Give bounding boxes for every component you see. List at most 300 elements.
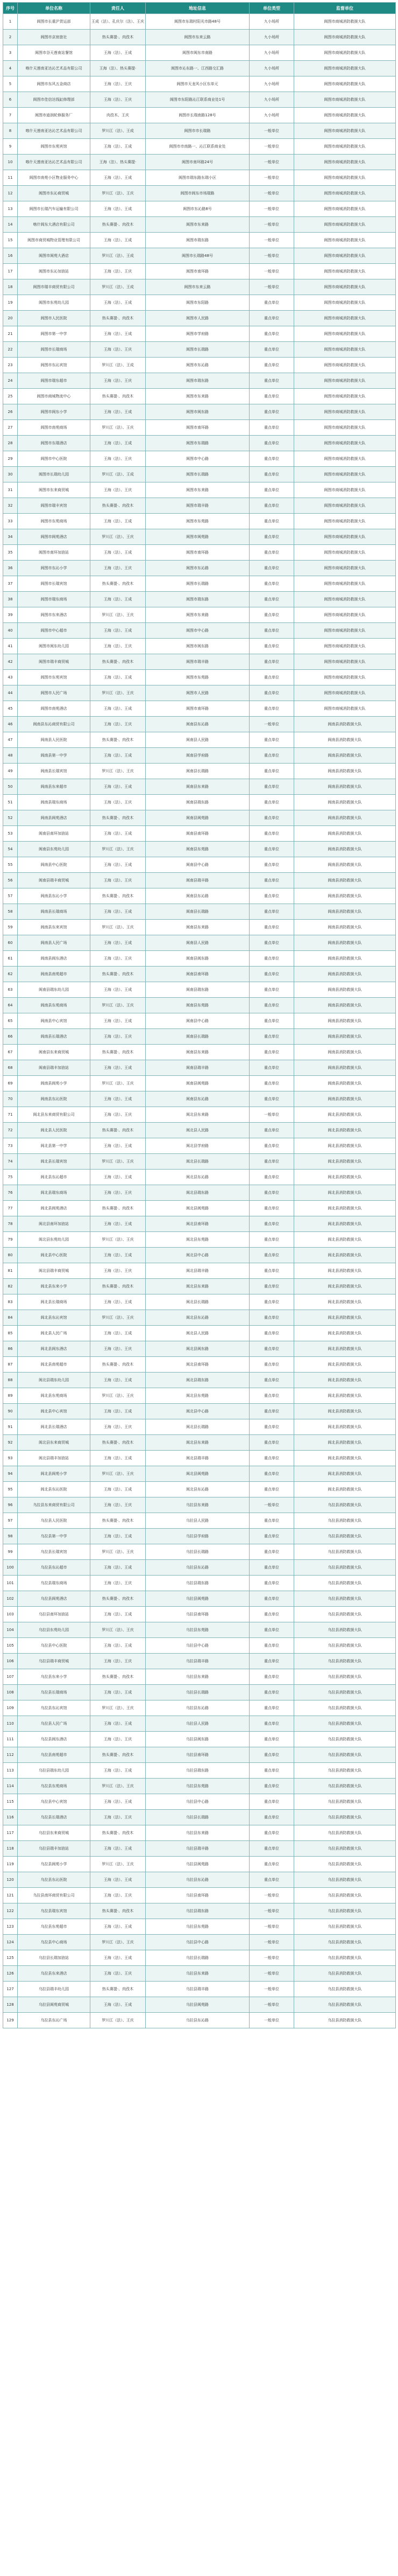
address: 阆图市阆苑路	[146, 529, 250, 545]
row-index: 65	[3, 1013, 18, 1029]
unit-name: 阆图市东风五金商店	[18, 76, 90, 92]
table-row	[3, 1310, 396, 1326]
address: 阆北县南环路	[146, 1216, 250, 1232]
responsible-person: 王海（法）、王成	[90, 935, 146, 951]
row-index: 45	[3, 701, 18, 717]
responsible-person: 罗川江（法）、王庆	[90, 1700, 146, 1716]
unit-type: 重点单位	[250, 685, 294, 701]
unit-type: 重点单位	[250, 873, 294, 888]
row-index: 25	[3, 389, 18, 404]
table-row	[3, 1123, 396, 1138]
responsible-person: 罗川江（法）、王庆	[90, 1779, 146, 1794]
row-index: 89	[3, 1388, 18, 1404]
unit-type: 重点单位	[250, 607, 294, 623]
address: 阆图市中心路	[146, 451, 250, 467]
unit-type: 一般单位	[250, 1982, 294, 1997]
row-index: 27	[3, 420, 18, 436]
unit-name: 乌拉县瑞东幼儿园	[18, 1763, 90, 1779]
unit-type: 重点单位	[250, 404, 294, 420]
unit-type: 重点单位	[250, 1857, 294, 1872]
unit-type: 重点单位	[250, 1544, 294, 1560]
supervising-unit: 乌拉县消防救援大队	[294, 1685, 396, 1700]
row-index: 82	[3, 1279, 18, 1294]
unit-name: 阆北县阆东酒店	[18, 1341, 90, 1357]
supervising-unit: 阆南县消防救援大队	[294, 873, 396, 888]
address: 阆北县瑞丰路	[146, 1451, 250, 1466]
supervising-unit: 乌拉县消防救援大队	[294, 1779, 396, 1794]
supervising-unit: 阆南县消防救援大队	[294, 826, 396, 842]
address: 阆北县长瑞路	[146, 1154, 250, 1170]
table-row	[3, 1685, 396, 1700]
table-row	[3, 279, 396, 295]
unit-type: 重点单位	[250, 358, 294, 373]
supervising-unit: 乌拉县消防救援大队	[294, 1903, 396, 1919]
address: 阆图市东来路	[146, 482, 250, 498]
responsible-person: 热头赛提·、肉孜木	[90, 1669, 146, 1685]
unit-name: 阆北县东苑幼儿园	[18, 1232, 90, 1248]
row-index: 68	[3, 1060, 18, 1076]
unit-type: 重点单位	[250, 1638, 294, 1654]
row-index: 56	[3, 873, 18, 888]
unit-name: 阆图市东苑宾馆	[18, 670, 90, 685]
supervising-unit: 阆图市商城消防救援大队	[294, 186, 396, 201]
responsible-person: 罗川江（法）、王庆	[90, 998, 146, 1013]
responsible-person: 热头赛提·、肉孜木	[90, 1825, 146, 1841]
unit-name: 阆南县阆苑小学	[18, 1076, 90, 1091]
table-row	[3, 1341, 396, 1357]
table-row	[3, 1825, 396, 1841]
address: 阆图市东沁路	[146, 561, 250, 576]
unit-type: 一般单位	[250, 123, 294, 139]
address: 阆图市长瑞路	[146, 467, 250, 482]
row-index: 61	[3, 951, 18, 967]
responsible-person: 热头赛提·、肉孜木	[90, 1279, 146, 1294]
table-row	[3, 529, 396, 545]
responsible-person: 热头赛提·、肉孜木	[90, 1123, 146, 1138]
supervising-unit: 乌拉县消防救援大队	[294, 1654, 396, 1669]
address: 阆图市东阳路沁江联系商业处1号	[146, 92, 250, 108]
table-row	[3, 155, 396, 170]
table-row	[3, 76, 396, 92]
responsible-person: 王海（法）、王成	[90, 1607, 146, 1622]
supervising-unit: 乌拉县消防救援大队	[294, 1622, 396, 1638]
responsible-person: 罗川江（法）、王庆	[90, 529, 146, 545]
row-index: 117	[3, 1825, 18, 1841]
unit-type: 重点单位	[250, 436, 294, 451]
unit-type: 九小场所	[250, 76, 294, 92]
table-row	[3, 1732, 396, 1747]
responsible-person: 王海（法）、王庆	[90, 1888, 146, 1903]
supervising-unit: 乌拉县消防救援大队	[294, 1763, 396, 1779]
unit-name: 阆南县瑞丰商贸城	[18, 873, 90, 888]
unit-name: 阆北县长瑞酒店	[18, 1419, 90, 1435]
responsible-person: 王海（法）、王成	[90, 1060, 146, 1076]
supervising-unit: 阆北县消防救援大队	[294, 1263, 396, 1279]
unit-name: 阆南县长瑞酒店	[18, 1029, 90, 1045]
supervising-unit: 阆南县消防救援大队	[294, 810, 396, 826]
responsible-person: 王海（法）、王成	[90, 701, 146, 717]
table-row	[3, 326, 396, 342]
responsible-person: 热头赛提·、肉孜木	[90, 888, 146, 904]
supervising-unit: 阆图市商城消防救援大队	[294, 139, 396, 155]
row-index: 39	[3, 607, 18, 623]
responsible-person: 罗川江（法）、王庆	[90, 1388, 146, 1404]
supervising-unit: 乌拉县消防救援大队	[294, 1935, 396, 1950]
table-row	[3, 1091, 396, 1107]
table-row	[3, 295, 396, 311]
unit-name: 阆北县阆苑酒店	[18, 1201, 90, 1216]
unit-type: 重点单位	[250, 1091, 294, 1107]
responsible-person: 王海（法）、王成	[90, 1216, 146, 1232]
unit-type: 一般单位	[250, 1888, 294, 1903]
unit-type: 重点单位	[250, 1310, 294, 1326]
row-index: 122	[3, 1903, 18, 1919]
supervising-unit: 阆北县消防救援大队	[294, 1185, 396, 1201]
supervising-unit: 阆南县消防救援大队	[294, 779, 396, 795]
address: 阆南县瑞东路	[146, 982, 250, 998]
unit-type: 重点单位	[250, 1529, 294, 1544]
supervising-unit: 阆南县消防救援大队	[294, 1060, 396, 1076]
address: 阆南县瑞丰路	[146, 1060, 250, 1076]
supervising-unit: 阆图市商城消防救援大队	[294, 217, 396, 233]
responsible-person: 王海（法）、王庆	[90, 1107, 146, 1123]
address: 阆图市长瑞路	[146, 342, 250, 358]
address: 阆图市天龙风小区东单元	[146, 76, 250, 92]
unit-type: 重点单位	[250, 1482, 294, 1497]
supervising-unit: 阆图市商城消防救援大队	[294, 358, 396, 373]
table-row	[3, 982, 396, 998]
address: 阆图市东来路	[146, 607, 250, 623]
table-row	[3, 1326, 396, 1341]
address: 阆南县学府路	[146, 748, 250, 764]
responsible-person: 罗川江（法）、王庆	[90, 764, 146, 779]
responsible-person: 王海（法）、王庆	[90, 1966, 146, 1982]
row-index: 32	[3, 498, 18, 514]
table-row	[3, 1919, 396, 1935]
table-row	[3, 1779, 396, 1794]
unit-type: 重点单位	[250, 576, 294, 592]
responsible-person: 王海（法）、王成	[90, 1997, 146, 2013]
unit-name: 喀什天莲南亚达沁艺术品有限公司	[18, 123, 90, 139]
unit-name: 乌拉县南环商贸有限公司	[18, 1888, 90, 1903]
responsible-person: 热头赛提·、肉孜木	[90, 1435, 146, 1451]
table-row	[3, 842, 396, 857]
row-index: 24	[3, 373, 18, 389]
supervising-unit: 阆图市商城消防救援大队	[294, 670, 396, 685]
unit-type: 九小场所	[250, 108, 294, 123]
responsible-person: 王海（法）、王庆	[90, 639, 146, 654]
address: 乌拉县东苑路	[146, 1622, 250, 1638]
responsible-person: 王海（法）、王成	[90, 779, 146, 795]
row-index: 69	[3, 1076, 18, 1091]
table-row	[3, 623, 396, 639]
row-index: 1	[3, 14, 18, 30]
row-index: 49	[3, 764, 18, 779]
supervising-unit: 阆图市商城消防救援大队	[294, 576, 396, 592]
responsible-person: 罗川江（法）、王成	[90, 358, 146, 373]
unit-name: 阆图市商城物流中心	[18, 389, 90, 404]
unit-name: 乌拉县长瑞酒店	[18, 1810, 90, 1825]
unit-type: 重点单位	[250, 764, 294, 779]
table-row	[3, 888, 396, 904]
unit-name: 乌拉县东沁超市	[18, 1560, 90, 1576]
address: 乌拉县人民路	[146, 1513, 250, 1529]
unit-type: 重点单位	[250, 810, 294, 826]
address: 阆南县阆苑路	[146, 1076, 250, 1091]
table-row	[3, 217, 396, 233]
row-index: 74	[3, 1154, 18, 1170]
unit-type: 重点单位	[250, 1513, 294, 1529]
unit-type: 重点单位	[250, 1326, 294, 1341]
responsible-person: 王海（法）、王庆	[90, 1732, 146, 1747]
table-row	[3, 201, 396, 217]
unit-type: 一般单位	[250, 1903, 294, 1919]
unit-name: 乌拉县东来小学	[18, 1669, 90, 1685]
supervising-unit: 乌拉县消防救援大队	[294, 1997, 396, 2013]
unit-name: 乌拉县阆苑商贸城	[18, 1997, 90, 2013]
address: 乌拉县瑞东路	[146, 1576, 250, 1591]
address: 阆图市东苑路	[146, 514, 250, 529]
supervising-unit: 乌拉县消防救援大队	[294, 1982, 396, 1997]
unit-type: 九小场所	[250, 92, 294, 108]
row-index: 110	[3, 1716, 18, 1732]
supervising-unit: 阆图市商城消防救援大队	[294, 30, 396, 45]
address: 阆南县长瑞路	[146, 904, 250, 920]
unit-name: 阆南县东沁商贸有限公司	[18, 717, 90, 732]
unit-name: 乌拉县中心商场	[18, 1935, 90, 1950]
supervising-unit: 乌拉县消防救援大队	[294, 1857, 396, 1872]
table-row	[3, 1529, 396, 1544]
unit-type: 重点单位	[250, 1607, 294, 1622]
unit-type: 重点单位	[250, 748, 294, 764]
table-row	[3, 1700, 396, 1716]
unit-type: 一般单位	[250, 248, 294, 264]
unit-type: 重点单位	[250, 920, 294, 935]
address: 阆图市南环路	[146, 701, 250, 717]
responsible-person: 罗川江（法）、王成	[90, 248, 146, 264]
unit-name: 阆图市长瑞宾馆	[18, 576, 90, 592]
address: 乌拉县东来路	[146, 1669, 250, 1685]
unit-type: 重点单位	[250, 1794, 294, 1810]
responsible-person: 热头赛提·、肉孜木	[90, 1591, 146, 1607]
unit-name: 乌拉县阆苑酒店	[18, 1591, 90, 1607]
supervising-unit: 阆图市商城消防救援大队	[294, 155, 396, 170]
table-row	[3, 1888, 396, 1903]
unit-name: 乌拉县东来商贸有限公司	[18, 1497, 90, 1513]
unit-type: 重点单位	[250, 967, 294, 982]
row-index: 90	[3, 1404, 18, 1419]
responsible-person: 王海（法）、王成	[90, 857, 146, 873]
supervising-unit: 阆北县消防救援大队	[294, 1248, 396, 1263]
unit-name: 乌拉县中心宾馆	[18, 1794, 90, 1810]
responsible-person: 王海（法）、王成	[90, 1138, 146, 1154]
supervising-unit: 乌拉县消防救援大队	[294, 1950, 396, 1966]
unit-name: 乌拉县东来商贸城	[18, 1825, 90, 1841]
supervising-unit: 阆图市商城消防救援大队	[294, 639, 396, 654]
row-index: 99	[3, 1544, 18, 1560]
responsible-person: 王海（法）、王成	[90, 436, 146, 451]
unit-name: 乌拉县瑞东商场	[18, 1576, 90, 1591]
table-row	[3, 404, 396, 420]
supervising-unit: 乌拉县消防救援大队	[294, 1513, 396, 1529]
supervising-unit: 阆图市商城消防救援大队	[294, 342, 396, 358]
unit-type: 重点单位	[250, 1060, 294, 1076]
unit-type: 重点单位	[250, 1216, 294, 1232]
table-row	[3, 1279, 396, 1294]
unit-type: 重点单位	[250, 732, 294, 748]
unit-name: 乌拉县东沁宾馆	[18, 1700, 90, 1716]
row-index: 13	[3, 201, 18, 217]
unit-type: 重点单位	[250, 451, 294, 467]
responsible-person: 王海（法）、王成	[90, 1794, 146, 1810]
unit-type: 九小场所	[250, 45, 294, 61]
supervising-unit: 阆南县消防救援大队	[294, 1013, 396, 1029]
address: 乌拉县长瑞路	[146, 1810, 250, 1825]
row-index: 84	[3, 1310, 18, 1326]
row-index: 57	[3, 888, 18, 904]
responsible-person: 热头赛提·、肉孜木	[90, 1045, 146, 1060]
address: 阆南县东沁路	[146, 888, 250, 904]
table-row	[3, 1060, 396, 1076]
header-unit-name: 单位名称	[18, 3, 90, 14]
responsible-person: 王海（法）、王成	[90, 1170, 146, 1185]
unit-type: 重点单位	[250, 1029, 294, 1045]
table-row	[3, 857, 396, 873]
responsible-person: 罗川江（法）、王庆	[90, 1466, 146, 1482]
unit-type: 重点单位	[250, 342, 294, 358]
row-index: 86	[3, 1341, 18, 1357]
address: 阆图市瑞丰路	[146, 654, 250, 670]
unit-name: 阆图市东沁商贸城	[18, 186, 90, 201]
unit-type: 重点单位	[250, 1622, 294, 1638]
supervising-unit: 阆北县消防救援大队	[294, 1170, 396, 1185]
unit-name: 阆图市瑞丰宾馆	[18, 498, 90, 514]
row-index: 30	[3, 467, 18, 482]
unit-type: 重点单位	[250, 998, 294, 1013]
address: 乌拉县东来路	[146, 1825, 250, 1841]
supervising-unit: 阆南县消防救援大队	[294, 904, 396, 920]
responsible-person: 王海（法）、王成	[90, 670, 146, 685]
responsible-person: 王海（法）、王成	[90, 1638, 146, 1654]
unit-name: 阆南县中心医院	[18, 857, 90, 873]
unit-name: 乌拉县东来酒店	[18, 1966, 90, 1982]
table-row	[3, 467, 396, 482]
table-row	[3, 1138, 396, 1154]
address: 阆北县阆苑路	[146, 1466, 250, 1482]
table-row	[3, 795, 396, 810]
responsible-person: 热头赛提·、肉孜木	[90, 1747, 146, 1763]
address: 阆南县人民路	[146, 732, 250, 748]
unit-name: 乌拉县南环加油站	[18, 1607, 90, 1622]
table-row	[3, 1294, 396, 1310]
address: 阆图市瑞东路东瑞小区	[146, 170, 250, 186]
responsible-person: 罗川江（法）、王庆	[90, 186, 146, 201]
table-row	[3, 951, 396, 967]
unit-type: 重点单位	[250, 1654, 294, 1669]
responsible-person: 罗川江（法）、王庆	[90, 1622, 146, 1638]
unit-type: 重点单位	[250, 1779, 294, 1794]
table-row	[3, 670, 396, 685]
supervising-unit: 阆图市商城消防救援大队	[294, 45, 396, 61]
responsible-person: 王海（法）、王庆	[90, 342, 146, 358]
responsible-person: 王海（法）、王庆	[90, 1654, 146, 1669]
row-index: 73	[3, 1138, 18, 1154]
unit-name: 阆南县长瑞宾馆	[18, 764, 90, 779]
table-row	[3, 779, 396, 795]
supervising-unit: 阆北县消防救援大队	[294, 1232, 396, 1248]
unit-name: 阆图市东苑商场	[18, 514, 90, 529]
responsible-person: 罗川江（法）、王庆	[90, 1154, 146, 1170]
supervising-unit: 阆南县消防救援大队	[294, 1076, 396, 1091]
responsible-person: 罗川江（法）、王庆	[90, 1857, 146, 1872]
row-index: 15	[3, 233, 18, 248]
unit-name: 阆北县长瑞商场	[18, 1294, 90, 1310]
table-row	[3, 1591, 396, 1607]
supervising-unit: 乌拉县消防救援大队	[294, 1544, 396, 1560]
unit-type: 九小场所	[250, 14, 294, 30]
supervising-unit: 乌拉县消防救援大队	[294, 1497, 396, 1513]
unit-type: 重点单位	[250, 1045, 294, 1060]
row-index: 58	[3, 904, 18, 920]
unit-type: 重点单位	[250, 1435, 294, 1451]
row-index: 95	[3, 1482, 18, 1497]
row-index: 50	[3, 779, 18, 795]
unit-type: 重点单位	[250, 1232, 294, 1248]
table-row	[3, 482, 396, 498]
address: 阆图市南环路24号	[146, 155, 250, 170]
table-row	[3, 1013, 396, 1029]
supervising-unit: 阆南县消防救援大队	[294, 951, 396, 967]
address: 乌拉县瑞丰路	[146, 1654, 250, 1669]
address: 乌拉县东来路	[146, 1966, 250, 1982]
address: 乌拉县东来路	[146, 1497, 250, 1513]
supervising-unit: 阆南县消防救援大队	[294, 935, 396, 951]
row-index: 48	[3, 748, 18, 764]
supervising-unit: 阆北县消防救援大队	[294, 1388, 396, 1404]
supervising-unit: 阆图市商城消防救援大队	[294, 279, 396, 295]
unit-name: 乌拉县人民医院	[18, 1513, 90, 1529]
row-index: 12	[3, 186, 18, 201]
supervising-unit: 阆图市商城消防救援大队	[294, 498, 396, 514]
row-index: 53	[3, 826, 18, 842]
address: 阆图市东沁路8号	[146, 201, 250, 217]
row-index: 8	[3, 123, 18, 139]
responsible-person: 王海（法）、王成	[90, 139, 146, 155]
table-row	[3, 1903, 396, 1919]
table-row	[3, 935, 396, 951]
table-row	[3, 45, 396, 61]
table-row	[3, 1451, 396, 1466]
unit-name: 阆南县东苑商场	[18, 998, 90, 1013]
supervising-unit: 阆北县消防救援大队	[294, 1123, 396, 1138]
responsible-person: 王成（法）、孔庆尔（法）、王庆	[90, 14, 146, 30]
row-index: 97	[3, 1513, 18, 1529]
table-row	[3, 451, 396, 467]
table-row	[3, 1841, 396, 1857]
row-index: 81	[3, 1263, 18, 1279]
row-index: 118	[3, 1841, 18, 1857]
supervising-unit: 乌拉县消防救援大队	[294, 1591, 396, 1607]
responsible-person: 王海（法）、王成	[90, 1716, 146, 1732]
unit-type: 重点单位	[250, 1747, 294, 1763]
address: 阆南县东来路	[146, 920, 250, 935]
unit-name: 阆南县东来宾馆	[18, 920, 90, 935]
address: 乌拉县瑞东路	[146, 1763, 250, 1779]
responsible-person: 王海（法）、王庆	[90, 1810, 146, 1825]
unit-type: 重点单位	[250, 1279, 294, 1294]
unit-type: 重点单位	[250, 326, 294, 342]
supervising-unit: 乌拉县消防救援大队	[294, 1576, 396, 1591]
